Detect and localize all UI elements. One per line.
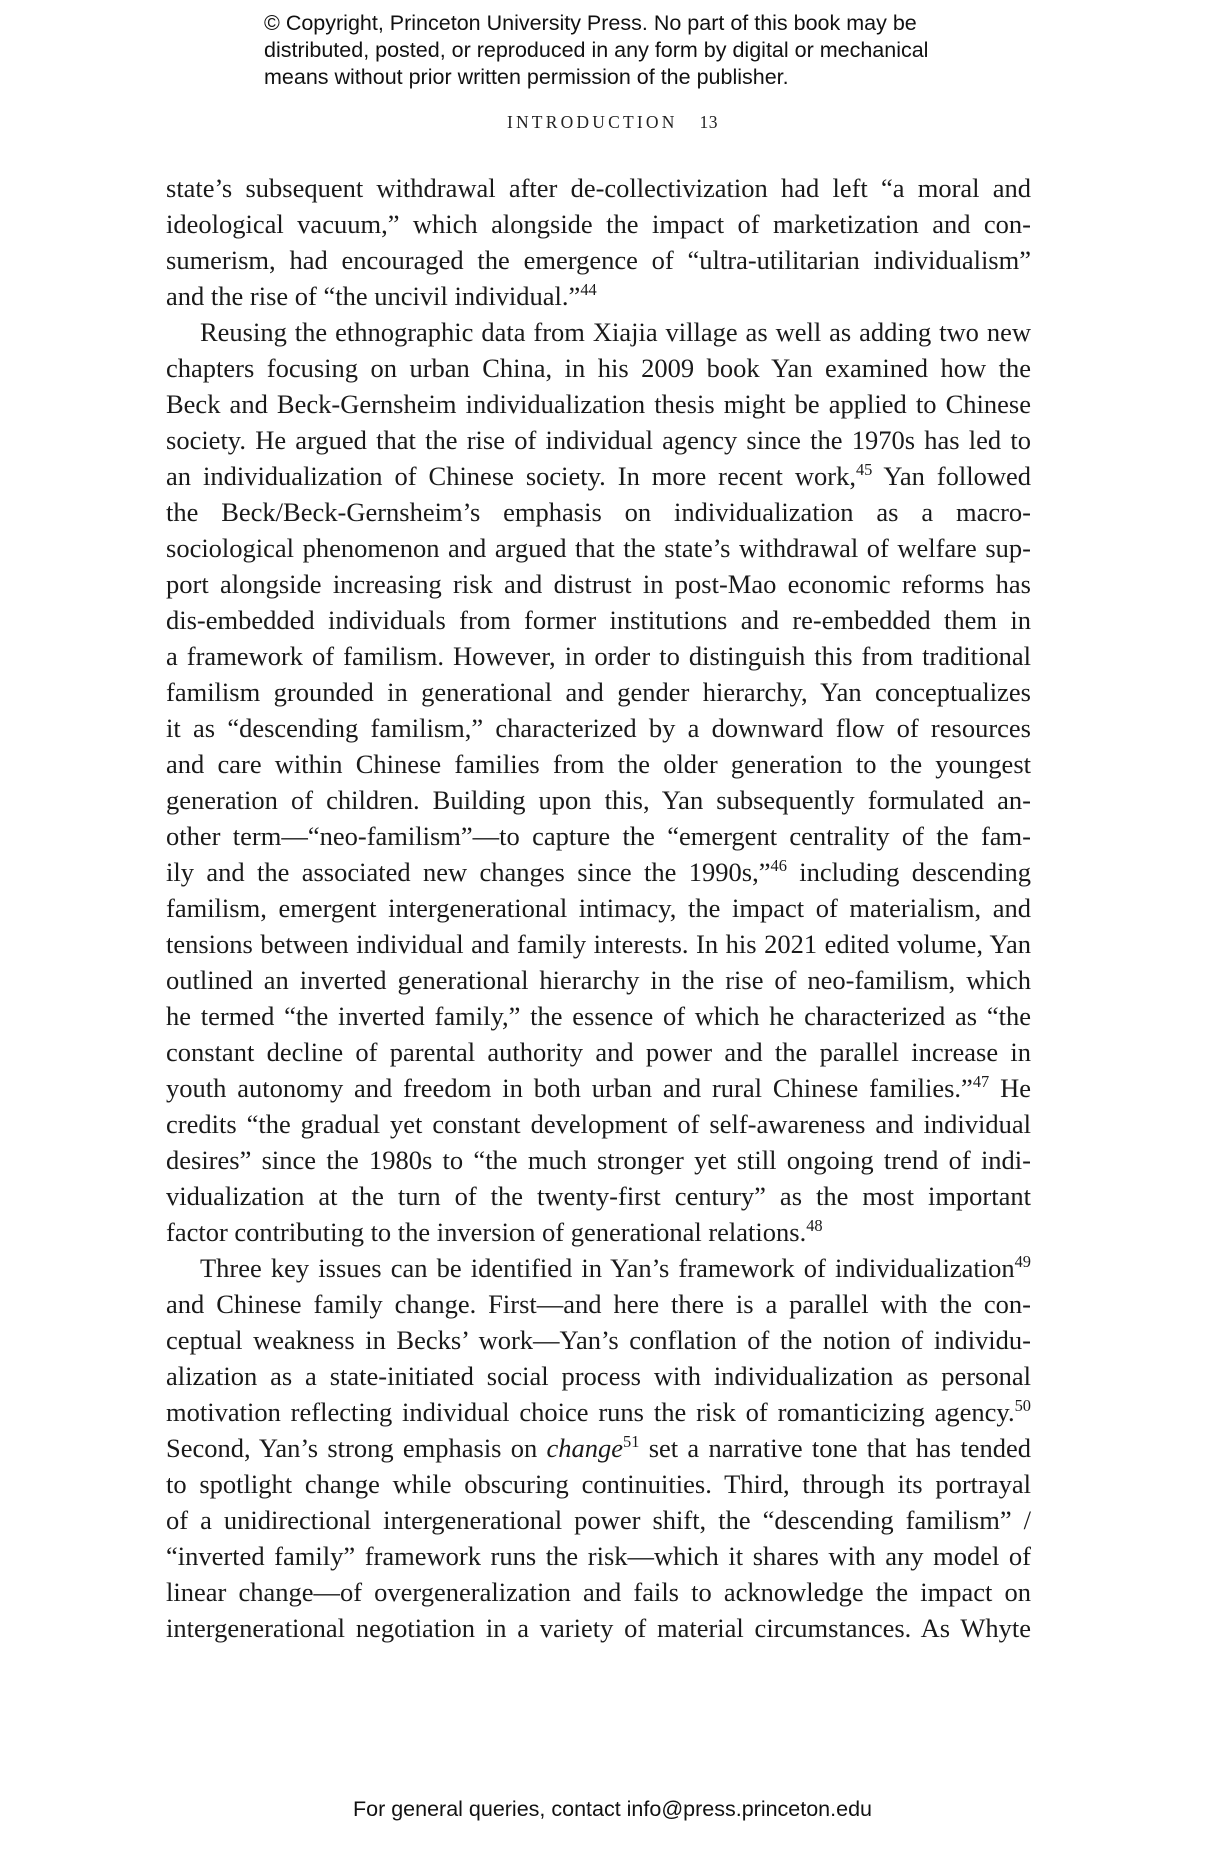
text-run: including descending: [786, 857, 1031, 887]
paragraph: [166, 1250, 1031, 1646]
footer-contact: For general queries, contact info@press.princeton.edu: [352, 1797, 872, 1821]
text-run: ideological vacuum,” which alongside the impact of marketization and con-: [166, 209, 1031, 239]
text-run: familism, emergent intergenerational intimacy, the impact of materialism, and: [166, 893, 1031, 923]
body-text: [166, 170, 1031, 1646]
text-line: [166, 422, 1031, 458]
text-line: [166, 890, 1031, 926]
footnote-ref: 45: [855, 459, 873, 479]
paragraph: [166, 170, 1031, 314]
footnote-ref: 46: [770, 855, 787, 875]
text-run: Yan followed: [872, 461, 1031, 491]
footnote-ref: 44: [580, 279, 597, 299]
footnote-ref: 47: [972, 1071, 990, 1091]
text-run: Three key issues can be identified in Yan’s framework of individualization: [200, 1253, 1015, 1283]
text-run: generation of children. Building upon this, Yan subsequently formulated an-: [166, 785, 1031, 815]
text-line: [166, 854, 1031, 890]
text-line: [166, 458, 1031, 494]
text-run: sumerism, had encouraged the emergence of “ultra-utilitarian individualism”: [166, 245, 1031, 275]
text-run: motivation reflecting individual choice runs the risk of romanticizing agency.: [166, 1397, 1015, 1427]
text-run: outlined an inverted generational hierarchy in the rise of neo-familism, which: [166, 965, 1031, 995]
text-line: [166, 998, 1031, 1034]
text-line: [166, 782, 1031, 818]
text-run: ily and the associated new changes since the 1990s,”: [166, 857, 771, 887]
text-line: [166, 746, 1031, 782]
text-run: it as “descending familism,” characterized by a downward flow of resources: [166, 713, 1031, 743]
text-line: [166, 494, 1031, 530]
text-run: port alongside increasing risk and distrust in post-Mao economic reforms has: [166, 569, 1031, 599]
text-run: He: [989, 1073, 1031, 1103]
text-run: ceptual weakness in Becks’ work—Yan’s conflation of the notion of individu-: [166, 1325, 1031, 1355]
text-line: [166, 1358, 1031, 1394]
text-run: of a unidirectional intergenerational power shift, the “descending familism” /: [166, 1505, 1031, 1535]
text-run: “inverted family” framework runs the risk—which it shares with any model of: [166, 1541, 1031, 1571]
text-line: [166, 350, 1031, 386]
text-line: [166, 1106, 1031, 1142]
copyright-line: © Copyright, Princeton University Press. No part of this book may be: [264, 11, 917, 35]
text-line: [166, 1070, 1031, 1106]
copyright-line: distributed, posted, or reproduced in any form by digital or mechanical: [264, 38, 929, 62]
text-run: factor contributing to the inversion of generational relations.: [166, 1217, 807, 1247]
text-run: Reusing the ethnographic data from Xiajia village as well as adding two new: [200, 317, 1031, 347]
text-run: an individualization of Chinese society. In more recent work,: [166, 461, 856, 491]
text-line: [166, 1430, 1031, 1466]
text-line: [166, 1286, 1031, 1322]
text-line: [166, 530, 1031, 566]
text-run: he termed “the inverted family,” the essence of which he characterized as “the: [166, 1001, 1031, 1031]
text-line: [166, 1574, 1031, 1610]
text-line: [166, 962, 1031, 998]
running-head: [0, 112, 1225, 133]
text-run: Second, Yan’s strong emphasis on: [166, 1433, 547, 1463]
text-line: [166, 566, 1031, 602]
text-line: [166, 314, 1031, 350]
text-line: [166, 1538, 1031, 1574]
text-run: vidualization at the turn of the twenty-first century” as the most important: [166, 1181, 1031, 1211]
footnote-ref: 49: [1014, 1251, 1031, 1271]
text-line: [166, 242, 1031, 278]
footnote-ref: 48: [806, 1215, 823, 1235]
text-run: society. He argued that the rise of individual agency since the 1970s has led to: [166, 425, 1031, 455]
text-run: desires” since the 1980s to “the much stronger yet still ongoing trend of indi-: [166, 1145, 1031, 1175]
page-number: 13: [699, 112, 719, 132]
running-head-section: INTRODUCTION: [506, 112, 678, 132]
text-run: constant decline of parental authority and power and the parallel increase in: [166, 1037, 1031, 1067]
text-line: [166, 1610, 1031, 1646]
text-run: and care within Chinese families from the older generation to the youngest: [166, 749, 1031, 779]
text-line: [166, 818, 1031, 854]
copyright-line: means without prior written permission of the publisher.: [264, 65, 789, 89]
paragraph: [166, 314, 1031, 1250]
text-line: [166, 170, 1031, 206]
text-line: [166, 602, 1031, 638]
text-run: to spotlight change while obscuring continuities. Third, through its portrayal: [166, 1469, 1031, 1499]
text-run: chapters focusing on urban China, in his 2009 book Yan examined how the: [166, 353, 1031, 383]
text-line: [166, 206, 1031, 242]
footnote-ref: 51: [623, 1431, 640, 1451]
text-run: familism grounded in generational and gender hierarchy, Yan conceptualizes: [166, 677, 1031, 707]
text-line: [166, 1178, 1031, 1214]
text-line: [166, 1250, 1031, 1286]
text-run: set a narrative tone that has tended: [639, 1433, 1031, 1463]
text-run: other term—“neo-familism”—to capture the “emergent centrality of the fam-: [166, 821, 1031, 851]
italic-text: change: [546, 1433, 624, 1463]
text-run: a framework of familism. However, in order to distinguish this from traditional: [166, 641, 1031, 671]
copyright-notice: [264, 10, 1024, 91]
text-line: [166, 1322, 1031, 1358]
text-run: alization as a state-initiated social process with individualization as personal: [166, 1361, 1031, 1391]
text-line: [166, 1214, 1031, 1250]
text-line: [166, 1394, 1031, 1430]
text-line: [166, 1466, 1031, 1502]
text-run: the Beck/Beck-Gernsheim’s emphasis on individualization as a macro-: [166, 497, 1031, 527]
text-run: and Chinese family change. First—and here there is a parallel with the con-: [166, 1289, 1031, 1319]
text-line: [166, 386, 1031, 422]
text-line: [166, 1034, 1031, 1070]
text-run: sociological phenomenon and argued that the state’s withdrawal of welfare sup-: [166, 533, 1031, 563]
text-run: linear change—of overgeneralization and fails to acknowledge the impact on: [166, 1577, 1031, 1607]
text-line: [166, 1142, 1031, 1178]
text-line: [166, 278, 1031, 314]
text-run: tensions between individual and family interests. In his 2021 edited volume, Yan: [166, 929, 1031, 959]
text-line: [166, 1502, 1031, 1538]
footnote-ref: 50: [1014, 1395, 1031, 1415]
text-run: youth autonomy and freedom in both urban and rural Chinese families.”: [166, 1073, 973, 1103]
text-run: and the rise of “the uncivil individual.”: [166, 281, 581, 311]
text-line: [166, 638, 1031, 674]
text-run: dis-embedded individuals from former institutions and re-embedded them in: [166, 605, 1031, 635]
text-run: state’s subsequent withdrawal after de-collectivization had left “a moral and: [166, 173, 1031, 203]
text-run: credits “the gradual yet constant development of self-awareness and individual: [166, 1109, 1031, 1139]
text-line: [166, 710, 1031, 746]
text-line: [166, 674, 1031, 710]
text-run: intergenerational negotiation in a variety of material circumstances. As Whyte: [166, 1613, 1031, 1643]
text-line: [166, 926, 1031, 962]
text-run: Beck and Beck-Gernsheim individualization thesis might be applied to Chinese: [166, 389, 1031, 419]
